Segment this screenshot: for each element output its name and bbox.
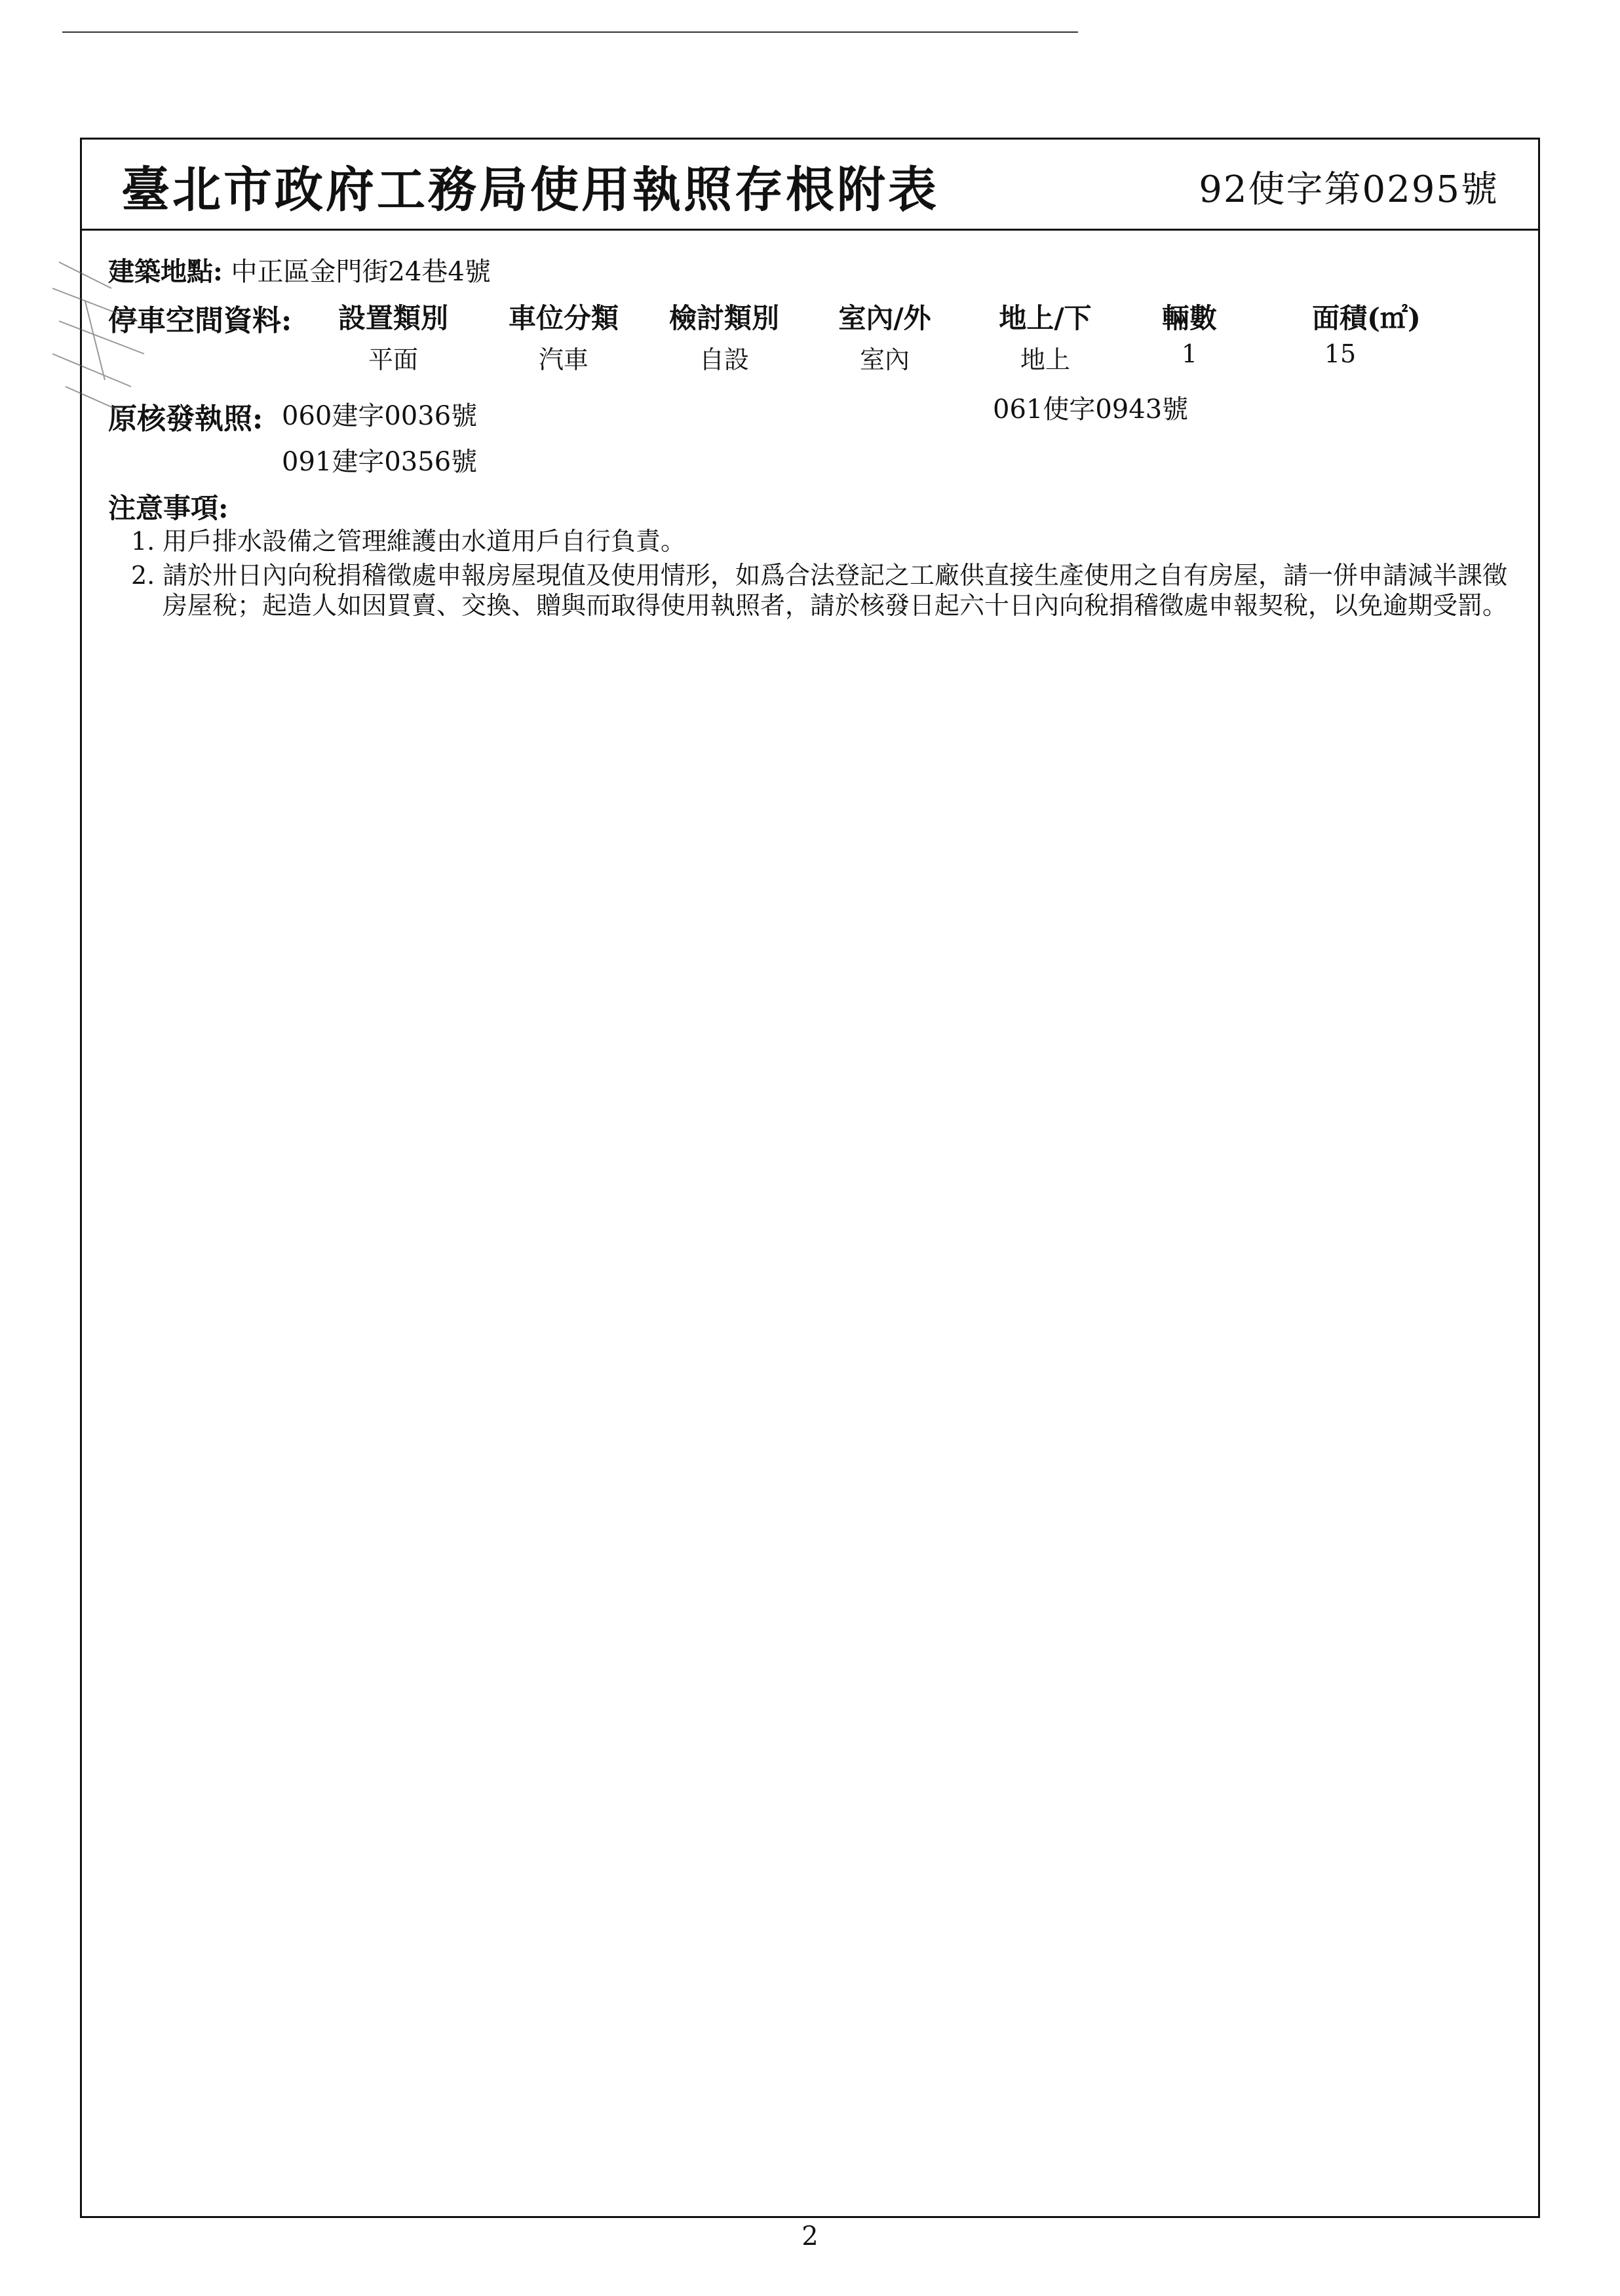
page-number: 2 (801, 2221, 819, 2251)
note-number: 2. (131, 561, 155, 590)
parking-col-header: 車位分類 (508, 302, 619, 334)
document-title: 臺北市政府工務局使用執照存根附表 (121, 162, 939, 218)
original-permits-label: 原核發執照: (108, 402, 263, 436)
site-label: 建築地點: (108, 256, 223, 287)
original-permit: 091建字0356號 (282, 447, 478, 477)
parking-cell: 地上 (1020, 345, 1071, 374)
parking-col-header: 室內/外 (838, 302, 931, 334)
note-item (131, 560, 1514, 621)
parking-label: 停車空間資料: (108, 304, 292, 337)
parking-col-header: 地上/下 (999, 302, 1092, 334)
parking-cell: 平面 (368, 345, 419, 374)
parking-col-header: 設置類別 (338, 302, 449, 334)
parking-col-header: 面積(㎡) (1312, 302, 1421, 334)
note-number: 1. (131, 527, 155, 556)
original-permit: 060建字0036號 (282, 401, 478, 431)
notes-title: 注意事項: (108, 492, 229, 524)
note-text: 請於卅日內向稅捐稽徵處申報房屋現值及使用情形，如爲合法登記之工廠供直接生產使用之自有房屋，請一併申請減半課徵房屋稅；起造人如因買賣、交換、贈與而取得使用執照者，請於核發日起六十日內向稅捐稽徵處申報契稅，以免逾期受罰。 (163, 561, 1508, 620)
site-address: 中正區金門街24巷4號 (231, 257, 491, 287)
document-header (82, 140, 1538, 231)
note-text: 用戶排水設備之管理維護由水道用戶自行負責。 (163, 527, 686, 556)
parking-cell: 自設 (699, 345, 750, 374)
scan-hatch-mark (46, 249, 216, 446)
parking-cell: 室內 (859, 345, 910, 374)
parking-cell: 15 (1324, 339, 1357, 368)
document-frame (80, 138, 1540, 2218)
parking-cell: 汽車 (538, 345, 589, 374)
original-permit: 061使字0943號 (993, 394, 1189, 425)
top-rule (62, 31, 1078, 33)
parking-col-header: 檢討類別 (668, 302, 780, 334)
note-item (131, 526, 1514, 556)
parking-col-header: 輛數 (1161, 302, 1218, 334)
parking-cell: 1 (1181, 339, 1198, 368)
permit-number: 92使字第0295號 (1199, 168, 1499, 211)
